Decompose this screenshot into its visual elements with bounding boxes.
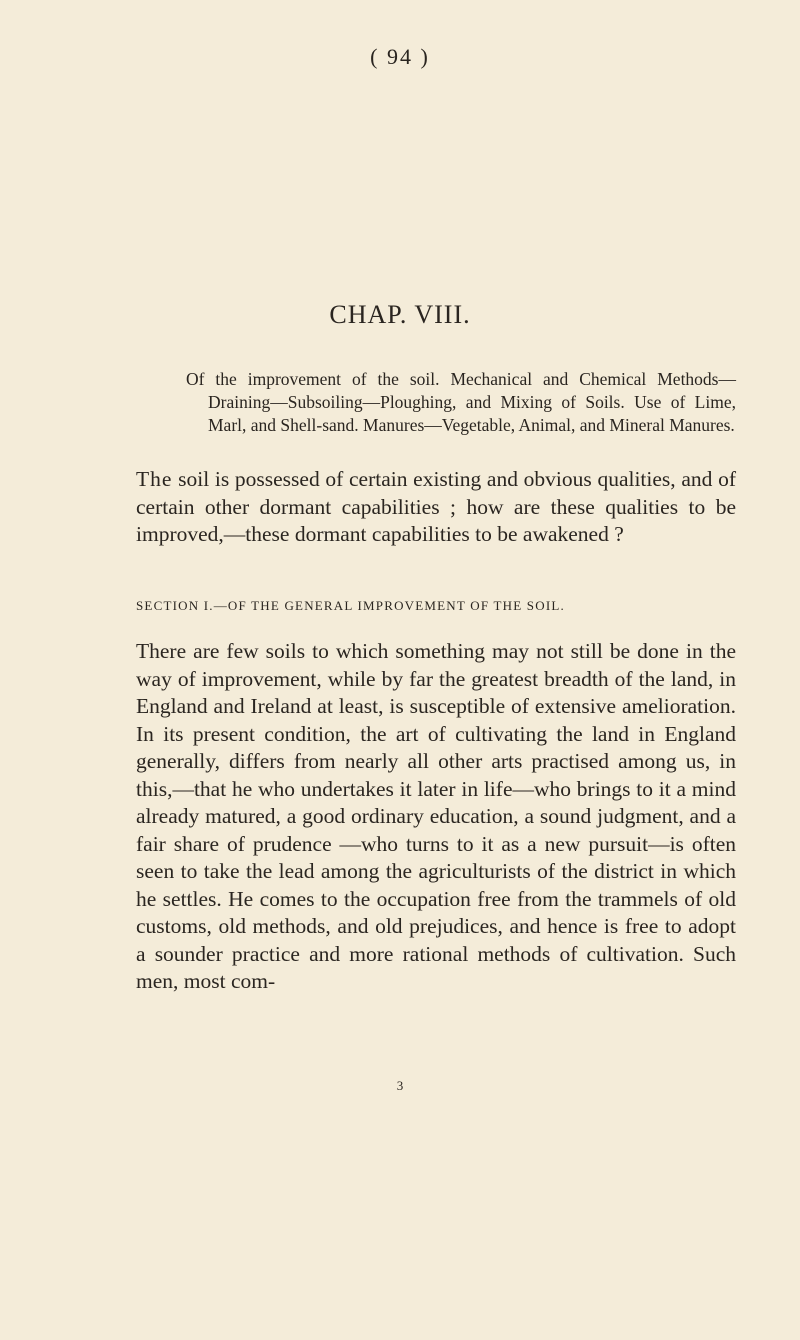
intro-lead-word: The bbox=[136, 467, 173, 491]
chapter-title: CHAP. VIII. bbox=[329, 300, 471, 329]
intro-text: soil is possessed of certain existing and obvious qualities, and of certain other dormant capabilities ; how are these qualities to be improved,—these dormant capabilities to be awakened ? bbox=[136, 467, 736, 546]
chapter-summary: Of the improvement of the soil. Mechanical and Chemical Methods—Draining—Subsoiling—Ploughing, and Mixing of Soils. Use of Lime, Marl, and Shell-sand. Manures—Vegetable, Animal, and Mineral Manures. bbox=[186, 369, 736, 435]
intro-paragraph bbox=[136, 466, 736, 549]
page-number: ( 94 ) bbox=[370, 44, 430, 69]
signature-mark: 3 bbox=[396, 1078, 404, 1093]
section-heading: SECTION I.—OF THE GENERAL IMPROVEMENT OF THE SOIL. bbox=[136, 598, 565, 613]
body-paragraph: There are few soils to which something may not still be done in the way of improvement, while by far the greatest breadth of the land, in England and Ireland at least, is susceptible of extensive amelioration. In its present condition, the art of cultivating the land in England generally, differs from nearly all other arts practised among us, in this,—that he who undertakes it later in life—who brings to it a mind already matured, a good ordinary education, a sound judgment, and a fair share of prudence —who turns to it as a new pursuit—is often seen to take the lead among the agriculturists of the district in which he settles. He comes to the occupation free from the trammels of old customs, old methods, and old prejudices, and hence is free to adopt a sounder practice and more rational methods of cultivation. Such men, most com- bbox=[136, 639, 736, 993]
